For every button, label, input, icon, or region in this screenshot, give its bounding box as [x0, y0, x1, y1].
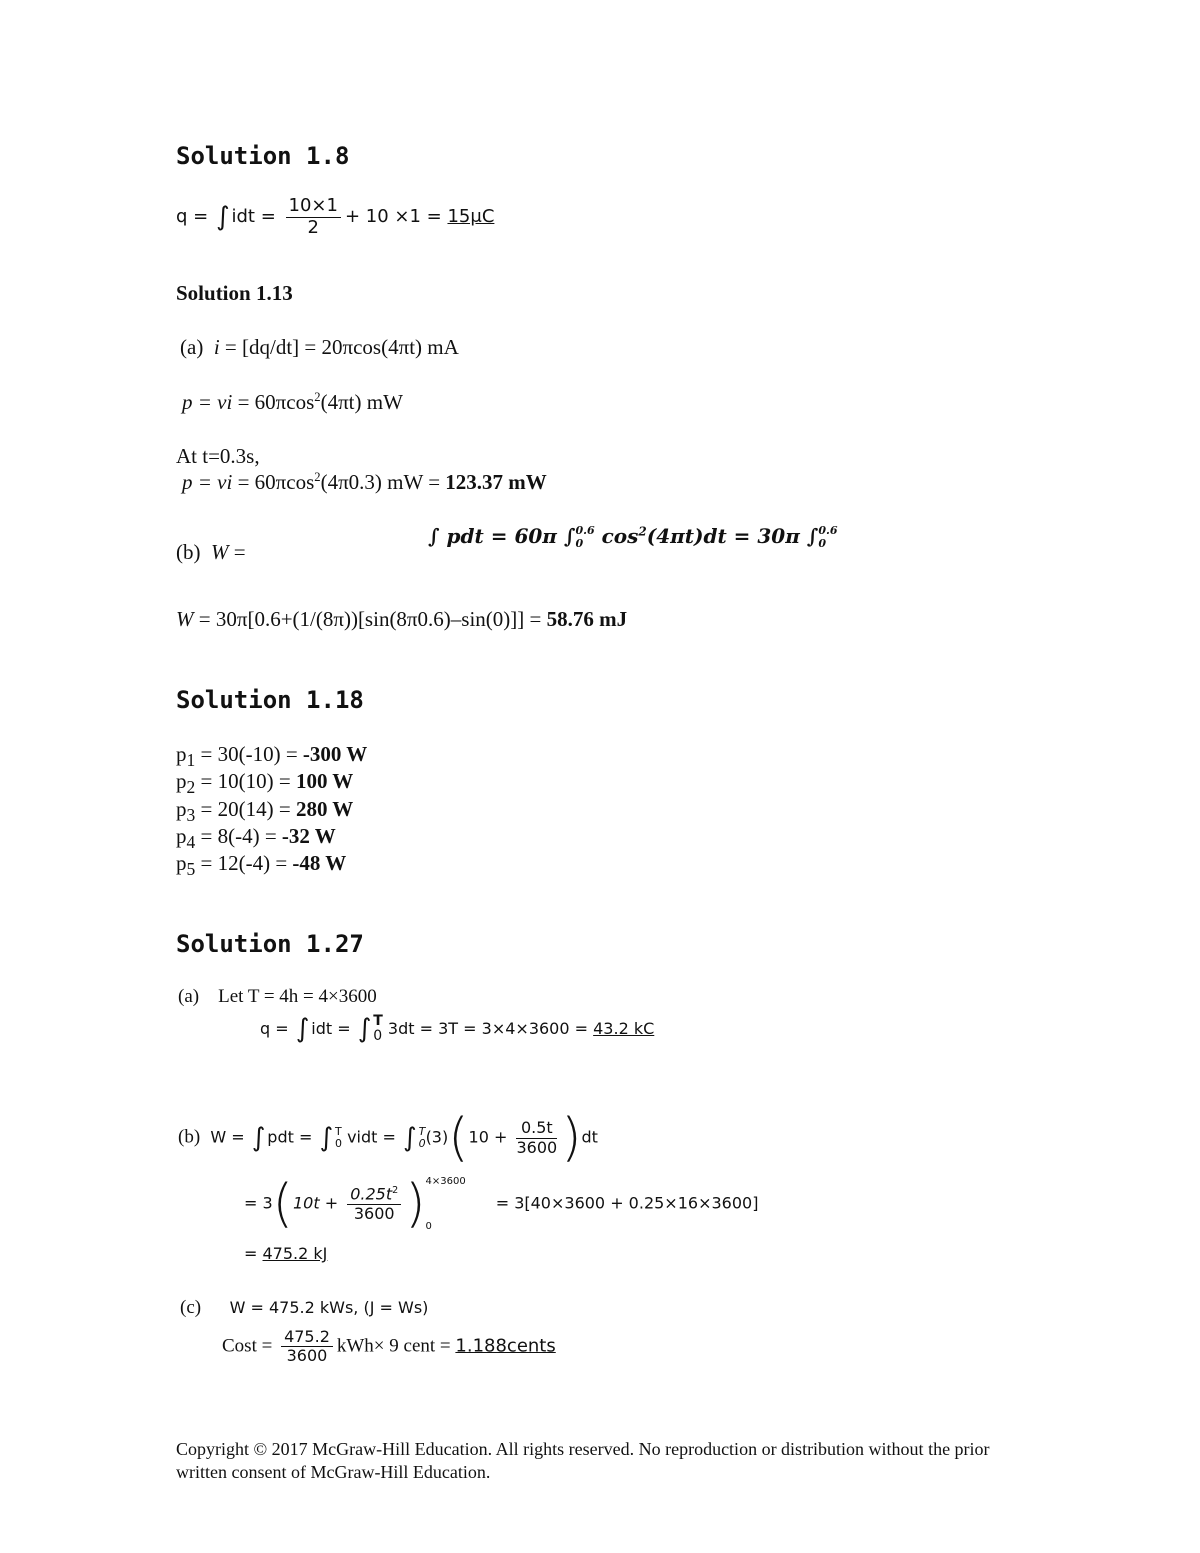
- row-result: -300 W: [302, 742, 368, 766]
- energy-result: 475.2 kJ: [262, 1244, 328, 1263]
- integral-sign: ∫: [295, 1014, 310, 1045]
- power-at-time: [182, 470, 547, 495]
- power-lhs: p = vi: [182, 390, 233, 414]
- upper-limit: T: [418, 1124, 426, 1138]
- cost-rest: kWh× 9 cent =: [336, 1335, 456, 1357]
- var-p: p: [176, 742, 187, 766]
- var-p: p: [176, 824, 187, 848]
- eq-three: = 3: [244, 1193, 273, 1213]
- subscript: 5: [186, 859, 196, 880]
- power-row: [176, 851, 346, 880]
- evaluation-limits: [426, 1176, 466, 1232]
- upper-limit: T: [373, 1013, 383, 1029]
- numerator-sup: 2: [392, 1184, 399, 1196]
- paren-right: ): [561, 1108, 582, 1168]
- charge-rest: 3dt = 3T = 3×4×3600 =: [382, 1018, 594, 1038]
- fraction: [347, 1185, 401, 1223]
- fraction: [281, 1328, 333, 1366]
- solution-1-8-equation: [176, 196, 494, 238]
- dt: dt: [581, 1127, 598, 1147]
- paren-left: (: [272, 1174, 293, 1234]
- row-result: 100 W: [295, 769, 354, 793]
- fraction-numerator: 10×1: [286, 196, 341, 218]
- formula-part: cos: [594, 524, 639, 548]
- integral-limits: [818, 525, 837, 549]
- energy-integral-formula: [428, 524, 838, 550]
- power-row: [176, 742, 367, 771]
- solution-1-13-heading: Solution 1.13: [176, 281, 293, 305]
- let-line: Let T = 4h = 4×3600: [218, 986, 377, 1007]
- expansion: = 3[40×3600 + 0.25×16×3600]: [495, 1193, 759, 1213]
- integral-sign: ∫: [428, 524, 440, 548]
- row-result: 280 W: [295, 797, 354, 821]
- power-eq-pre: = 60πcos: [232, 470, 315, 494]
- eq-lhs: q =: [176, 206, 214, 228]
- power-lhs: p = vi: [182, 470, 233, 494]
- integral-limits: [575, 525, 594, 549]
- integral-sign: ∫: [403, 1123, 417, 1153]
- power-equation: [182, 390, 403, 415]
- part-label: (b): [178, 1126, 201, 1148]
- integral-sign: ∫: [806, 524, 819, 548]
- power-row: [176, 824, 336, 853]
- part-b-label-line: [176, 540, 246, 565]
- part-label: (c): [180, 1297, 202, 1318]
- vidt: vidt =: [342, 1127, 402, 1147]
- subscript: 1: [186, 750, 196, 771]
- part-c-line: [180, 1297, 428, 1319]
- W-lhs: W =: [210, 1127, 250, 1147]
- fraction-numerator: [347, 1185, 401, 1205]
- eq-tail: + 10 ×1 =: [344, 206, 448, 228]
- integral-sign: ∫: [251, 1123, 266, 1153]
- row-result: -48 W: [292, 851, 347, 875]
- q-lhs: q =: [260, 1018, 294, 1038]
- lower-limit: 0: [418, 1137, 426, 1150]
- lower-limit: 0: [818, 536, 827, 550]
- energy-eq: = 30π[0.6+(1/(8π))[sin(8π0.6)–sin(0)]] =: [193, 607, 547, 631]
- fraction-denominator: 2: [307, 216, 319, 238]
- integral-limits: [419, 1126, 426, 1150]
- fraction: [516, 1119, 557, 1157]
- paren-right: ): [405, 1174, 426, 1234]
- lower-limit: 0: [335, 1137, 342, 1150]
- at-time-line: At t=0.3s,: [176, 444, 260, 468]
- part-a-line: [178, 986, 377, 1008]
- var-W: W: [176, 607, 194, 631]
- part-label: (a): [180, 335, 204, 359]
- charge-result: 43.2 kC: [593, 1018, 655, 1038]
- solution-1-8-heading: Solution 1.8: [176, 142, 350, 170]
- fraction-numerator: 0.5t: [516, 1119, 557, 1138]
- var-p: p: [176, 769, 187, 793]
- part-label: (b): [176, 540, 201, 564]
- integral-limits: [373, 1014, 383, 1045]
- upper-limit: 4×3600: [425, 1176, 466, 1187]
- upper-limit: 0.6: [818, 524, 838, 538]
- power-row: [176, 797, 353, 826]
- pdt: pdt =: [267, 1127, 318, 1147]
- fraction-numerator: 475.2: [281, 1328, 333, 1347]
- row-eq: = 20(14) =: [195, 797, 296, 821]
- part-b-line-1: [178, 1108, 598, 1168]
- var-i: i: [213, 335, 220, 359]
- formula-part: pdt = 60π: [439, 524, 564, 548]
- subscript: 2: [186, 777, 196, 798]
- eq: =: [244, 1244, 263, 1263]
- upper-limit: T: [335, 1124, 342, 1138]
- result-underlined: 15μC: [447, 206, 495, 228]
- cost-equation: [222, 1328, 556, 1366]
- ten-t-plus: 10t +: [292, 1193, 344, 1213]
- energy-kws: W = 475.2 kWs, (J = Ws): [229, 1298, 429, 1317]
- row-eq: = 8(-4) =: [195, 824, 282, 848]
- charge-integral: [260, 1014, 654, 1045]
- part-b-line-2: [244, 1176, 758, 1232]
- integral-sign: ∫: [319, 1123, 333, 1153]
- lower-limit: 0: [575, 536, 584, 550]
- power-row: [176, 769, 353, 798]
- part-label: (a): [178, 986, 200, 1007]
- row-eq: = 10(10) =: [195, 769, 296, 793]
- ten-plus: 10 +: [468, 1127, 513, 1147]
- cost-result: 1.188cents: [455, 1335, 556, 1357]
- var-W: W: [211, 540, 229, 564]
- formula-sup: 2: [638, 524, 647, 539]
- power-eq-post: (4πt) mW: [320, 390, 403, 414]
- numerator-text: 0.25t: [350, 1184, 393, 1204]
- formula-part: (4πt)dt = 30π: [646, 524, 807, 548]
- power-result: 123.37 mW: [445, 470, 547, 494]
- var-p: p: [176, 797, 187, 821]
- part-b-line-3: [244, 1244, 327, 1263]
- paren-left: (: [448, 1108, 469, 1168]
- fraction-denominator: 3600: [353, 1203, 395, 1223]
- fraction-denominator: 3600: [516, 1137, 558, 1157]
- solution-1-18-heading: Solution 1.18: [176, 686, 364, 714]
- row-eq: = 30(-10) =: [195, 742, 303, 766]
- integral-limits: [335, 1126, 342, 1150]
- three: (3): [425, 1127, 449, 1147]
- equals: =: [228, 540, 246, 564]
- lower-limit: 0: [373, 1028, 383, 1045]
- subscript: 3: [186, 805, 196, 826]
- power-sup: 2: [314, 390, 321, 404]
- cost-lhs: Cost =: [222, 1335, 278, 1357]
- lower-limit: 0: [425, 1221, 432, 1232]
- part-a-current: [180, 335, 459, 360]
- power-eq-post: (4π0.3) mW =: [320, 470, 446, 494]
- fraction: [286, 196, 341, 238]
- eq-mid: idt =: [231, 206, 282, 228]
- idt: idt =: [311, 1018, 356, 1038]
- energy-result-line: [176, 607, 627, 632]
- integral-sign: ∫: [215, 202, 230, 233]
- upper-limit: 0.6: [575, 524, 595, 538]
- power-sup: 2: [314, 470, 321, 484]
- fraction-denominator: 3600: [286, 1346, 328, 1366]
- subscript: 4: [186, 832, 196, 853]
- copyright-notice: Copyright © 2017 McGraw-Hill Education. All rights reserved. No reproduction or distribution without the prior written consent of McGraw-Hill Education.: [176, 1439, 990, 1482]
- integral-sign: ∫: [357, 1014, 372, 1045]
- power-eq-pre: = 60πcos: [232, 390, 315, 414]
- energy-result: 58.76 mJ: [546, 607, 628, 631]
- solution-1-27-heading: Solution 1.27: [176, 930, 364, 958]
- row-result: -32 W: [281, 824, 336, 848]
- integral-sign: ∫: [563, 524, 576, 548]
- current-eq: = [dq/dt] = 20πcos(4πt) mA: [219, 335, 459, 359]
- row-eq: = 12(-4) =: [195, 851, 293, 875]
- var-p: p: [176, 851, 187, 875]
